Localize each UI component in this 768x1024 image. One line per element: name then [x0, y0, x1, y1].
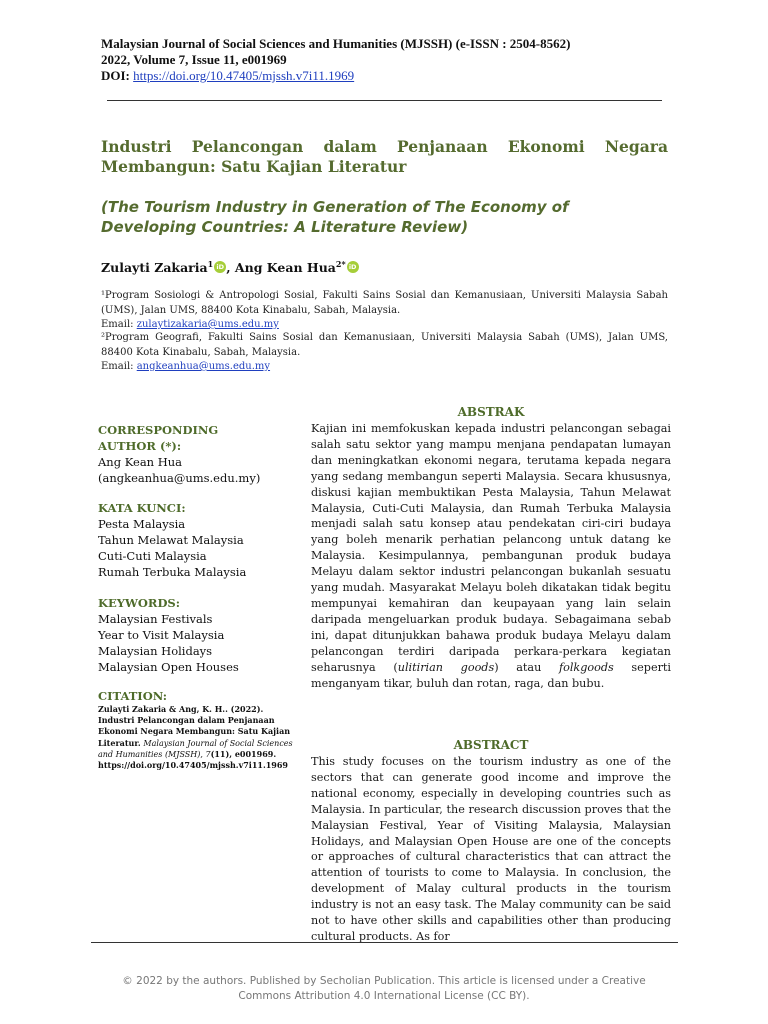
keywords-section: [98, 595, 303, 675]
corresponding-name: Ang Kean Hua: [98, 455, 183, 469]
article-title: Industri Pelancongan dalam Penjanaan Ekonomi Negara Membangun: Satu Kajian Literatur: [101, 137, 668, 176]
author-affiliation-mark: 1: [207, 259, 214, 269]
citation-text: [98, 704, 298, 771]
email-link[interactable]: zulaytizakaria@ums.edu.my: [136, 319, 279, 330]
journal-header: [101, 36, 570, 84]
citation-doi: https://doi.org/10.47405/mjssh.v7i11.1969: [98, 760, 288, 771]
keyword-item: Cuti-Cuti Malaysia: [98, 549, 207, 563]
header-divider: [107, 100, 662, 101]
kata-kunci-heading: KATA KUNCI:: [98, 501, 186, 515]
affiliation-text: ¹Program Sosiologi & Antropologi Sosial, Fakulti Sains Sosial dan Kemanusiaan, Universiti Malaysia Sabah (UMS), Jalan UMS, 88400 Kota Kinabalu, Sabah, Malaysia.: [101, 290, 668, 316]
citation-journal: Malaysian Journal of Social Sciences and Humanities (MJSSH), 7: [98, 738, 293, 759]
affiliation-1: [101, 289, 668, 333]
abstrak-text: ) atau: [494, 660, 559, 674]
license-footer: [84, 974, 684, 1004]
doi-line: [101, 68, 570, 84]
affiliation-text: ²Program Geografi, Fakulti Sains Sosial dan Kemanusiaan, Universiti Malaysia Sabah (UMS), Jalan UMS, 88400 Kota Kinabalu, Sabah, Malaysia.: [101, 332, 668, 358]
abstract-text: This study focuses on the tourism industry as one of the sectors that can generate good income and improve the national economy, especially in developing countries such as Malaysia. In particular, the research discussion proves that the Malaysian Festival, Year of Visiting Malaysia, Malaysian Holidays, and Malaysian Open House are one of the concepts or approaches of cultural characteristics that can attract the attention of tourists to come to Malaysia. In conclusion, the development of Malay cultural products in the tourism industry is not an easy task. The Malay community can be said not to have other skills and capabilities other than producing cultural products. As for: [311, 755, 671, 942]
corresponding-heading: CORRESPONDING: [98, 423, 219, 437]
footer-divider: [91, 942, 678, 943]
journal-issue: 2022, Volume 7, Issue 11, e001969: [101, 52, 287, 67]
abstrak-italic-term: folkgoods: [558, 660, 614, 674]
abstract-body: [311, 754, 671, 942]
abstrak-italic-term: ulitirian goods: [397, 660, 495, 674]
corresponding-email: (angkeanhua@ums.edu.my): [98, 471, 261, 485]
keyword-item: Year to Visit Malaysia: [98, 628, 225, 642]
author-list: [101, 256, 359, 276]
keywords-heading: KEYWORDS:: [98, 596, 180, 610]
license-line-1: © 2022 by the authors. Published by Secholian Publication. This article is licensed under a Creative: [122, 975, 646, 987]
keyword-item: Tahun Melawat Malaysia: [98, 533, 244, 547]
email-label: Email:: [101, 361, 137, 372]
author-name: Ang Kean Hua: [234, 260, 336, 276]
orcid-icon[interactable]: iD: [347, 261, 359, 273]
abstrak-text: seperti menganyam tikar, buluh dan rotan, raga, dan bubu.: [311, 660, 671, 690]
citation-section: [98, 688, 298, 771]
email-label: Email:: [101, 319, 137, 330]
author-affiliation-mark: 2*: [335, 259, 346, 269]
keyword-item: Malaysian Holidays: [98, 644, 213, 658]
orcid-icon[interactable]: iD: [214, 261, 226, 273]
corresponding-heading-2: AUTHOR (*):: [98, 439, 182, 453]
citation-heading: CITATION:: [98, 689, 168, 703]
doi-link[interactable]: https://doi.org/10.47405/mjssh.v7i11.1969: [133, 68, 355, 83]
email-link[interactable]: angkeanhua@ums.edu.my: [136, 361, 271, 372]
abstrak-body: [311, 421, 671, 691]
abstrak-text: Kajian ini memfokuskan kepada industri pelancongan sebagai salah satu sektor yang mampu menjana pendapatan lumayan dan meningkatkan ekonomi negara, terutama kepada negara yang sedang membangun seperti Malaysia. Secara khususnya, diskusi kajian membuktikan Pesta Malaysia, Tahun Melawat Malaysia, Cuti-Cuti Malaysia, dan Rumah Terbuka Malaysia menjadi salah satu konsep atau pendekatan ciri-ciri budaya yang boleh menarik perhatian pelancong untuk datang ke Malaysia. Kesimpulannya, pembangunan produk budaya Melayu dalam sektor industri pelancongan bukanlah sesuatu yang mudah. Masyarakat Melayu boleh dikatakan tidak begitu mempunyai kemahiran dan keupayaan yang lain selain daripada mengeluarkan produk budaya. Sebagaimana sebab ini, dapat ditunjukkan bahawa produk budaya Melayu dalam pelancongan terdiri daripada perkara-perkara kegiatan seharusnya (: [311, 422, 671, 674]
license-line-2: Commons Attribution 4.0 International License (CC BY).: [238, 990, 530, 1002]
affiliation-email-line: [101, 360, 668, 375]
keyword-item: Pesta Malaysia: [98, 517, 186, 531]
corresponding-author-section: [98, 422, 303, 486]
journal-name: Malaysian Journal of Social Sciences and Humanities (MJSSH) (e-ISSN : 2504-8562): [101, 36, 571, 51]
author-separator: ,: [226, 260, 235, 276]
doi-label: DOI:: [101, 68, 130, 83]
keyword-item: Malaysian Open Houses: [98, 660, 239, 674]
affiliation-2: [101, 331, 668, 375]
article-title-english: (The Tourism Industry in Generation of The Economy of Developing Countries: A Literature Review): [101, 198, 569, 236]
keyword-item: Rumah Terbuka Malaysia: [98, 565, 247, 579]
citation-issue: (11), e001969.: [210, 748, 277, 759]
author-name: Zulayti Zakaria: [101, 260, 208, 276]
keyword-item: Malaysian Festivals: [98, 612, 213, 626]
abstrak-heading: ABSTRAK: [457, 405, 525, 419]
kata-kunci-section: [98, 500, 303, 580]
abstract-heading: ABSTRACT: [453, 738, 529, 752]
citation-authors-title: Zulayti Zakaria & Ang, K. H.. (2022). Industri Pelancongan dalam Penjanaan Ekonomi Negara Membangun: Satu Kajian Literatur.: [98, 704, 291, 748]
